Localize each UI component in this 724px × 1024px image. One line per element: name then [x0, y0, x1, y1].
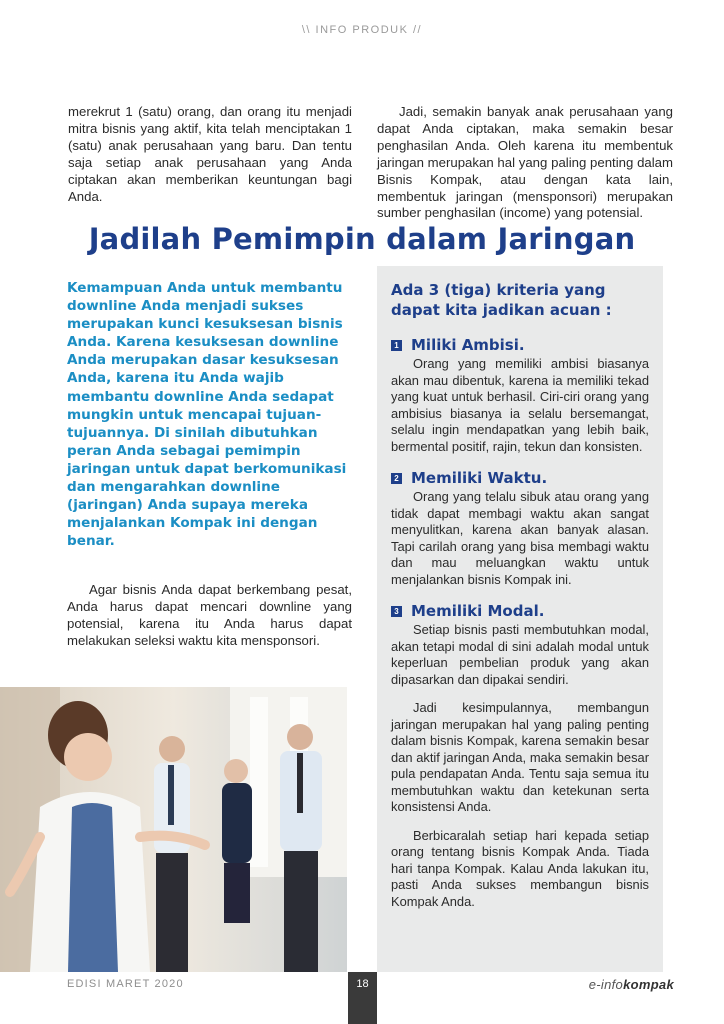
criterion-number-badge: 2 — [391, 473, 402, 484]
section-header: \\ INFO PRODUK // — [301, 24, 423, 36]
criteria-sidebar — [377, 266, 663, 972]
page-number: 18 — [356, 978, 369, 990]
criterion-title: Memiliki Modal. — [411, 602, 545, 620]
criterion-number-badge: 1 — [391, 340, 402, 351]
conclusion-paragraph: Jadi kesimpulannya, membangun jaringan merupakan hal yang paling penting dalam bisnis Kompak, karena semakin besar dan aktif jaringan Anda, maka semakin besar pula pendapatan Anda. Tentu saja semua itu membutuhkan waktu dan ketekunan serta konsistensi Anda. — [391, 700, 649, 814]
team-photo-illustration — [0, 687, 347, 972]
criterion-title: Memiliki Waktu. — [411, 469, 548, 487]
criterion-title: Miliki Ambisi. — [411, 336, 525, 354]
criterion-2-header — [391, 469, 649, 487]
criterion-text: Orang yang memiliki ambisi biasanya akan mau dibentuk, karena ia memiliki tekad yang kuat untuk berhasil. Ciri-ciri orang yang ambisius biasanya ia selalu bersemangat, selalu ingin mendapatkan yang lebih baik, bermental positif, rajin, tekun dan konsisten. — [391, 356, 649, 454]
criterion-text: Setiap bisnis pasti membutuhkan modal, akan tetapi modal di sini adalah modal untuk keperluan pembelian produk yang akan dipasarkan dan dipakai sendiri. — [391, 622, 649, 687]
team-photo — [0, 687, 347, 972]
criterion-number-badge: 3 — [391, 606, 402, 617]
sidebar-heading: Ada 3 (tiga) kriteria yang dapat kita jadikan acuan : — [391, 281, 612, 319]
closing-paragraph: Berbicaralah setiap hari kepada setiap orang tentang bisnis Kompak Anda. Tiada hari tanpa Kompak. Kalau Anda lakukan itu, pasti Anda sukses membangun bisnis Kompak Anda. — [391, 827, 649, 909]
intro-left-column — [68, 104, 352, 205]
page-number-box — [348, 972, 377, 1024]
intro-right-text: Jadi, semakin banyak anak perusahaan yang dapat Anda ciptakan, maka semakin besar penghasilan Anda. Oleh karena itu membentuk jaringan merupakan hal yang paling penting dalam Bisnis Kompak, atau dengan kata lain, membentuk jaringan (mensponsori) merupakan sumber penghasilan (income) yang potensial. — [377, 104, 673, 221]
edition-label: EDISI MARET 2020 — [67, 978, 184, 990]
brand-logo — [589, 977, 674, 992]
article-title: Jadilah Pemimpin dalam Jaringan — [88, 222, 636, 256]
brand-bold: kompak — [623, 977, 674, 992]
criterion-1-header — [391, 336, 649, 354]
intro-left-text: merekrut 1 (satu) orang, dan orang itu menjadi mitra bisnis yang aktif, kita telah menciptakan 1 (satu) anak perusahaan yang baru. Dan tentu saja setiap anak perusahaan yang Anda ciptakan akan memberikan keuntungan bagi Anda. — [68, 104, 352, 204]
brand-prefix: e-info — [588, 977, 624, 992]
criterion-3-header — [391, 602, 649, 620]
lead-paragraph: Kemampuan Anda untuk membantu downline Anda menjadi sukses merupakan kunci kesuksesan bisnis Anda. Karena kesuksesan downline Anda merupakan dasar kesuksesan Anda, karena itu Anda wajib membantu downline Anda sedapat mungkin untuk mencapai tujuan-tujuannya. Di sinilah dibutuhkan peran Anda sebagai pemimpin jaringan untuk dapat berkomunikasi dan mengarahkan downline (jaringan) Anda supaya mereka menjalankan Kompak ini dengan benar. — [67, 280, 347, 550]
body-paragraph-left: Agar bisnis Anda dapat berkembang pesat, Anda harus dapat mencari downline yang potensial, karena itu Anda harus dapat melakukan seleksi waktu kita mensponsori. — [67, 582, 352, 648]
criterion-text: Orang yang telalu sibuk atau orang yang tidak dapat membagi waktu akan sangat menyulitkan, karena akan banyak alasan. Tapi carilah orang yang bisa membagi waktu dan mau meluangkan waktu untuk menjalankan bisnis Kompak ini. — [391, 489, 649, 587]
intro-right-column — [377, 104, 673, 222]
